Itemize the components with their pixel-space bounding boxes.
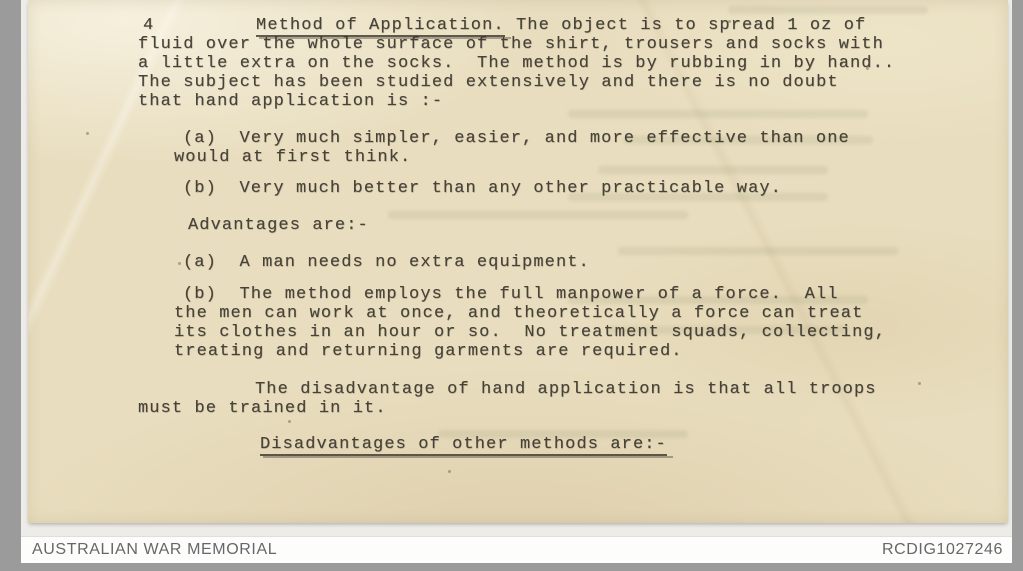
typewriter-line <box>174 342 683 361</box>
line-text: (b) Very much better than any other practicable way. <box>183 179 782 198</box>
line-text: a little extra on the socks. The method is by rubbing in by hand.. <box>138 54 896 73</box>
underlined-heading: Method of Application. <box>256 16 505 35</box>
typewriter-line <box>260 435 667 454</box>
line-text: (a) A man needs no extra equipment. <box>183 253 590 272</box>
line-text: (b) The method employs the full manpower of a force. All <box>183 285 839 304</box>
line-text: The disadvantage of hand application is that all troops <box>255 380 877 399</box>
line-text: must be trained in it. <box>138 399 387 418</box>
underlined-heading: Disadvantages of other methods are:- <box>260 435 667 454</box>
dust-speck <box>86 132 89 135</box>
dust-speck <box>918 382 921 385</box>
scan-background <box>21 0 1012 563</box>
typewriter-line <box>183 179 782 198</box>
line-text: treating and returning garments are required. <box>174 342 683 361</box>
footer-reference-id: RCDIG1027246 <box>881 541 1003 558</box>
typewriter-line <box>183 285 839 304</box>
typewriter-line <box>188 216 369 235</box>
bleedthrough-mark <box>598 166 828 174</box>
dust-speck <box>178 262 181 265</box>
typewriter-line <box>174 148 411 167</box>
dust-speck <box>288 420 291 423</box>
line-text: the men can work at once, and theoretically a force can treat <box>174 304 864 323</box>
typewriter-line <box>138 399 387 418</box>
typewriter-line <box>143 16 866 35</box>
bleedthrough-mark <box>618 247 898 255</box>
typewriter-line <box>183 129 850 148</box>
line-text: The object is to spread 1 oz of <box>504 16 867 35</box>
line-text: would at first think. <box>174 148 412 167</box>
footer-institution-label: AUSTRALIAN WAR MEMORIAL <box>32 541 278 558</box>
typewriter-line <box>183 253 590 272</box>
typewriter-line <box>138 92 443 111</box>
line-text: that hand application is :- <box>138 92 444 111</box>
dust-speck <box>448 470 451 473</box>
line-text: Advantages are:- <box>188 216 369 235</box>
bleedthrough-mark <box>568 110 868 118</box>
line-text: The subject has been studied extensively and there is no doubt <box>138 73 839 92</box>
bleedthrough-mark <box>728 6 928 14</box>
line-text: fluid over the whole surface of the shirt, trousers and socks with <box>138 35 884 54</box>
typewriter-line <box>174 304 863 323</box>
typewriter-line <box>174 323 886 342</box>
typewriter-line <box>255 380 877 399</box>
typewriter-line <box>138 73 839 92</box>
line-text: (a) Very much simpler, easier, and more effective than one <box>183 129 850 148</box>
bleedthrough-mark <box>388 211 688 219</box>
document-page <box>28 0 1008 523</box>
typewriter-line <box>138 35 884 54</box>
line-text: its clothes in an hour or so. No treatment squads, collecting, <box>174 323 887 342</box>
viewer-footer <box>21 537 1012 563</box>
line-text: 4 <box>143 16 257 35</box>
typewriter-line <box>138 54 895 73</box>
